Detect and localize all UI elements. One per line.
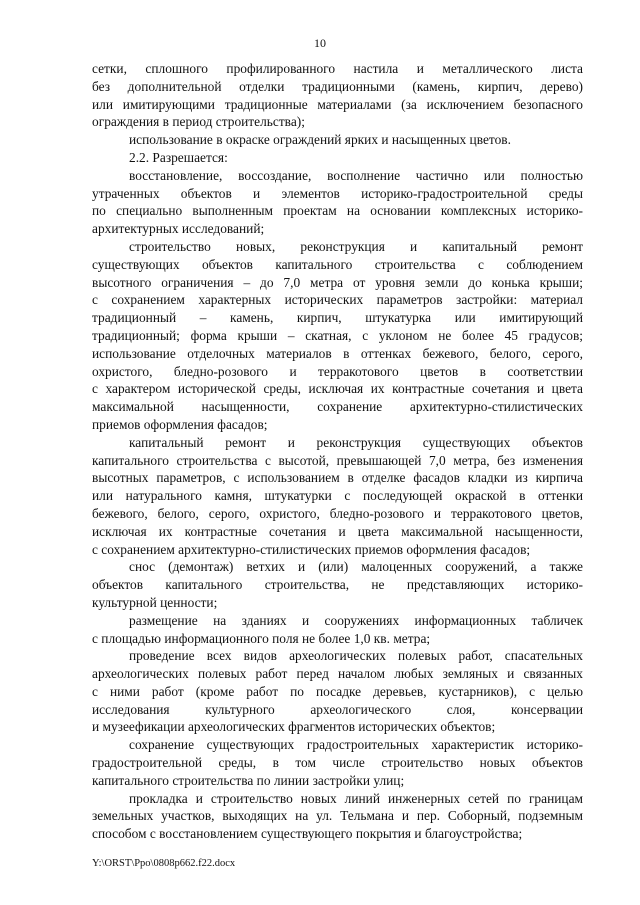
- text-line: археологических полевых работ перед началом любых земляных и связанных: [92, 666, 583, 682]
- text-line: капитального строительства по линии застройки улиц;: [92, 772, 405, 788]
- text-line: сетки, сплошного профилированного настила и металлического листа: [92, 61, 583, 76]
- text-line: прокладка и строительство новых линий инженерных сетей по границам: [129, 790, 583, 806]
- text-line: по специально выполненным проектам на основании комплексных историко-: [92, 203, 583, 219]
- text-line: исследования культурного археологического слоя, консервации: [92, 701, 583, 717]
- text-line: или натурального камня, штукатурки с последующей окраской в оттенки: [92, 488, 583, 504]
- text-line: 2.2. Разрешается:: [129, 149, 228, 165]
- text-line: строительство новых, реконструкция и капитальный ремонт: [129, 238, 583, 254]
- text-line: градостроительной среды, в том числе строительство новых объектов: [92, 755, 583, 771]
- text-line: традиционный – камень, кирпич, штукатурка или имитирующий: [92, 310, 583, 326]
- text-line: существующих объектов капитального строительства с соблюдением: [92, 256, 583, 272]
- text-line: высотного ограничения – до 7,0 метра от уровня земли до конька крыши;: [92, 274, 583, 290]
- text-line: максимальной насыщенности, сохранение архитектурно-стилистических: [92, 399, 583, 415]
- text-line: проведение всех видов археологических полевых работ, спасательных: [129, 648, 583, 664]
- text-line: бежевого, белого, серого, охристого, бледно-розового и терракотового цветов,: [92, 505, 583, 521]
- text-line: архитектурных исследований;: [92, 221, 265, 237]
- file-path-footer: Y:\ORST\Ppo\0808p662.f22.docx: [92, 858, 236, 869]
- text-line: восстановление, воссоздание, восполнение частично или полностью: [129, 167, 583, 183]
- text-line: капитальный ремонт и реконструкция существующих объектов: [129, 434, 583, 450]
- text-line: земельных участков, выходящих на ул. Тельмана и пер. Соборный, подземным: [92, 808, 583, 824]
- page-number: 10: [314, 36, 326, 50]
- text-line: и музеефикации археологических фрагментов исторических объектов;: [92, 719, 496, 735]
- document-body: [92, 60, 583, 843]
- text-line: с характером исторической среды, исключая их контрастные сочетания и цвета: [92, 381, 583, 397]
- text-line: использование в окраске ограждений ярких и насыщенных цветов.: [129, 132, 511, 148]
- text-line: размещение на зданиях и сооружениях информационных табличек: [129, 612, 583, 628]
- text-line: с ними работ (кроме работ по посадке деревьев, кустарников), с целью: [92, 683, 583, 699]
- text-line: снос (демонтаж) ветхих и (или) малоценных сооружений, а также: [129, 559, 583, 575]
- text-line: объектов капитального строительства, не представляющих историко-: [92, 577, 583, 593]
- text-line: сохранение существующих градостроительных характеристик историко-: [129, 737, 583, 753]
- text-line: с площадью информационного поля не более 1,0 кв. метра;: [92, 630, 431, 646]
- text-line: утраченных объектов и элементов историко-градостроительной среды: [92, 185, 583, 201]
- text-line: без дополнительной отделки традиционными (камень, кирпич, дерево): [92, 78, 583, 94]
- text-line: исключая их контрастные сочетания и цвета максимальной насыщенности,: [92, 523, 583, 539]
- text-line: с сохранением архитектурно-стилистических приемов оформления фасадов;: [92, 541, 531, 557]
- text-line: высотных параметров, с использованием в отделке фасадов кладки из кирпича: [92, 470, 583, 486]
- text-line: или имитирующими традиционные материалами (за исключением безопасного: [92, 96, 583, 112]
- text-line: культурной ценности;: [92, 594, 218, 610]
- text-line: использование отделочных материалов в оттенках бежевого, белого, серого,: [92, 345, 583, 361]
- text-line: ограждения в период строительства);: [92, 114, 305, 130]
- text-line: с сохранением характерных исторических параметров застройки: материал: [92, 292, 583, 308]
- text-line: капитального строительства с высотой, превышающей 7,0 метра, без изменения: [92, 452, 583, 468]
- text-line: способом с восстановлением существующего покрытия и благоустройства;: [92, 826, 523, 842]
- text-line: приемов оформления фасадов;: [92, 416, 268, 432]
- text-line: охристого, бледно-розового и терракотового цветов в соответствии: [92, 363, 583, 379]
- text-line: традиционный; форма крыши – скатная, с уклоном не более 45 градусов;: [92, 327, 583, 343]
